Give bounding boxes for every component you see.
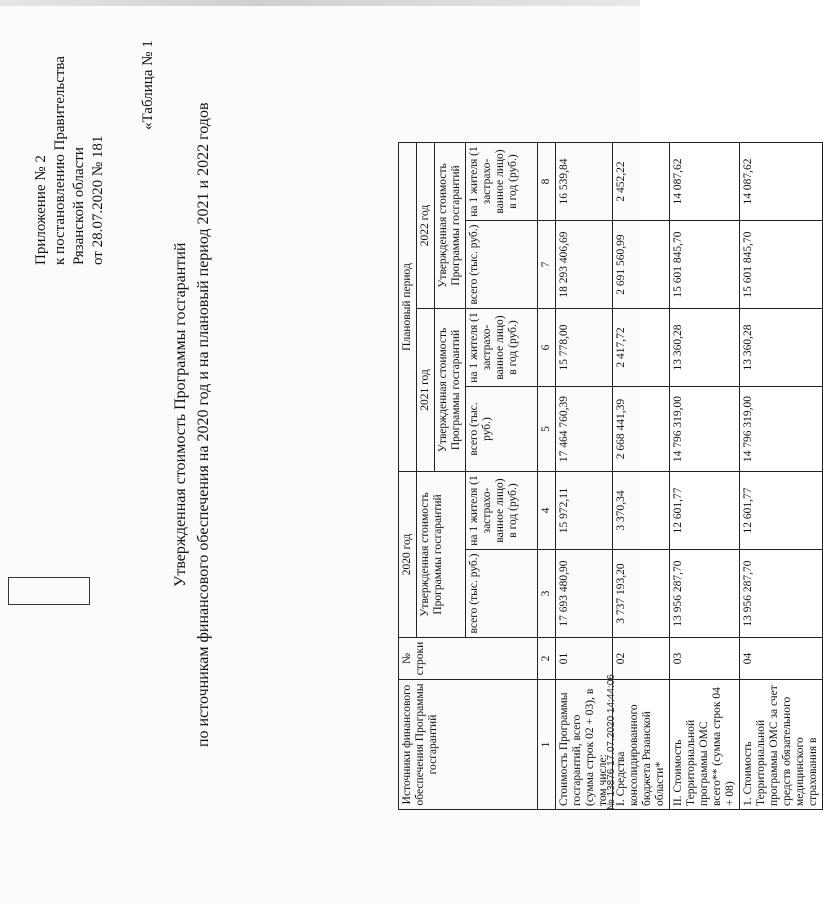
- cell-value: 15 601 845,70: [670, 221, 740, 309]
- col-number: 3: [538, 550, 556, 638]
- col-number: 5: [538, 387, 556, 472]
- col-number: 7: [538, 221, 556, 309]
- cell-value: 14 087,62: [740, 143, 823, 221]
- table-row: [670, 143, 740, 810]
- header-2022: 2022 год: [417, 143, 435, 309]
- row-no: 04: [740, 638, 823, 680]
- cell-value: 2 691 560,99: [613, 221, 670, 309]
- header-2021: 2021 год: [417, 309, 435, 472]
- col-number: 2: [538, 638, 556, 680]
- table-row: [556, 143, 613, 810]
- row-no: 01: [556, 638, 613, 680]
- cell-value: 12 601,77: [670, 472, 740, 550]
- cell-value: 13 956 287,70: [740, 550, 823, 638]
- table-row: [740, 143, 823, 810]
- cell-value: 14 796 319,00: [670, 387, 740, 472]
- col-number: 8: [538, 143, 556, 221]
- row-no: 03: [670, 638, 740, 680]
- table-label: «Таблица № 1: [140, 40, 156, 130]
- cell-value: 15 601 845,70: [740, 221, 823, 309]
- cell-value: 13 956 287,70: [670, 550, 740, 638]
- header-2020: 2020 год: [399, 472, 417, 638]
- header-total: всего (тыс. руб.): [466, 221, 538, 309]
- cell-value: 17 693 480,90: [556, 550, 613, 638]
- table-row: [613, 143, 670, 810]
- registration-note: № 13876 17.07.2020 14:44:06: [606, 674, 617, 810]
- col-number: 1: [538, 680, 556, 810]
- cell-value: 15 972,11: [556, 472, 613, 550]
- row-name: 1. Стоимость Территориальной программы ОМС за счет средств обязательного медицинского страхования в: [740, 680, 823, 810]
- cell-value: 18 293 406,69: [556, 221, 613, 309]
- cell-value: 15 778,00: [556, 309, 613, 387]
- appendix-line-2: к постановлению Правительства: [52, 56, 68, 265]
- cell-value: 3 370,34: [613, 472, 670, 550]
- header-row-no: № строки: [399, 638, 538, 680]
- row-name: II. Стоимость Территориальной программы ОМС всего** (сумма строк 04 + 08): [670, 680, 740, 810]
- header-source: Источники финансового обеспечения Программы госгарантий: [399, 680, 538, 810]
- header-cost-2020: Утвержденная стоимость Программы госгарантий: [417, 472, 466, 638]
- cell-value: 14 796 319,00: [740, 387, 823, 472]
- cell-value: 17 464 760,39: [556, 387, 613, 472]
- title-line-1: Утвержденная стоимость Программы госгарантий: [172, 242, 189, 587]
- cell-value: 2 417,72: [613, 309, 670, 387]
- header-cost-2022: Утвержденная стоимость Программы госгарантий: [435, 143, 466, 309]
- header-per-capita: на 1 жителя (1 застрахо-ванное лицо) в год (руб.): [466, 143, 538, 221]
- header-per-capita: на 1 жителя (1 застрахо-ванное лицо) в год (руб.): [466, 309, 538, 387]
- col-number: 6: [538, 309, 556, 387]
- col-number: 4: [538, 472, 556, 550]
- cell-value: 14 087,62: [670, 143, 740, 221]
- header-total: всего (тыс. руб.): [466, 550, 538, 638]
- cell-value: 2 668 441,39: [613, 387, 670, 472]
- cell-value: 13 360,28: [670, 309, 740, 387]
- header-total: всего (тыс. руб.): [466, 387, 538, 472]
- header-cost-2021: Утвержденная стоимость Программы госгарантий: [435, 309, 466, 472]
- header-plan: Плановый период: [399, 143, 417, 472]
- cell-value: 12 601,77: [740, 472, 823, 550]
- cell-value: 16 539,84: [556, 143, 613, 221]
- cell-value: 2 452,22: [613, 143, 670, 221]
- appendix-line-4: от 28.07.2020 № 181: [90, 135, 106, 265]
- appendix-line-1: Приложение № 2: [33, 155, 49, 265]
- cell-value: 13 360,28: [740, 309, 823, 387]
- header-per-capita: на 1 жителя (1 застрахо-ванное лицо) в год (руб.): [466, 472, 538, 550]
- row-name: I. Средства консолидированного бюджета Рязанской области*: [613, 680, 670, 810]
- appendix-line-3: Рязанской области: [71, 147, 87, 265]
- row-no: 02: [613, 638, 670, 680]
- title-line-2: по источникам финансового обеспечения на 2020 год и на плановый период 2021 и 2022 годов: [195, 102, 212, 747]
- row-name: Стоимость Программы госгарантий, всего (сумма строк 02 + 03), в том числе:: [556, 680, 613, 810]
- cell-value: 3 737 193,20: [613, 550, 670, 638]
